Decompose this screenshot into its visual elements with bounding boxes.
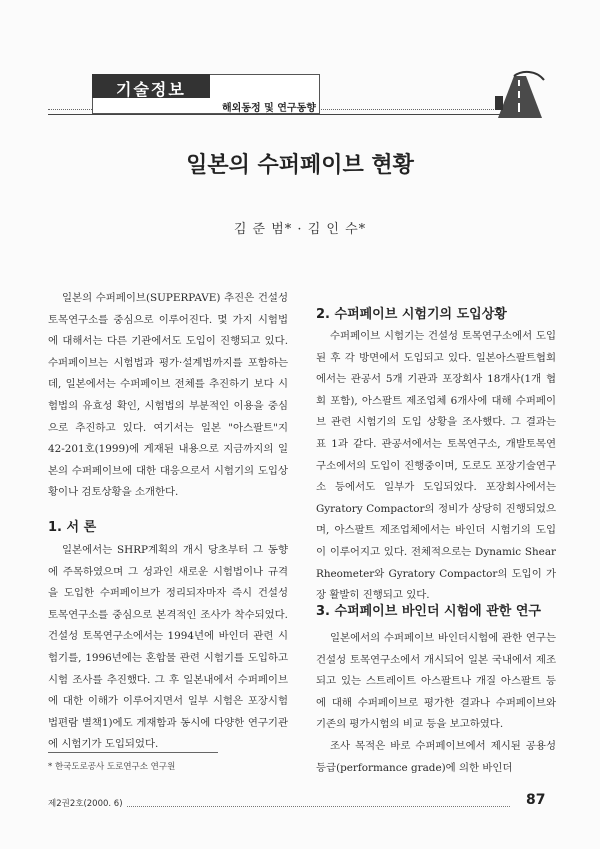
section-label: 기술정보: [116, 80, 186, 99]
section3-paragraph-1: 일본에서의 수퍼페이브 바인더시험에 관한 연구는 건설성 토목연구소에서 개시되어 일본 국내에서 제조되고 있는 스트레이트 아스팔트나 개질 아스팔트 등에 대해 수퍼페이브로 평가한 결과나 수퍼페이브와 기존의 평가시험의 비교 등을 보고하였다.: [316, 632, 556, 731]
section3-paragraph-2: 조사 목적은 바로 수퍼페이브에서 제시된 공용성 등급(performance grade)에 의한 바인더: [316, 739, 556, 774]
section3-block: [316, 628, 556, 779]
intro-heading: 1. 서 론: [48, 520, 97, 535]
abstract-block: [48, 288, 288, 504]
section3-heading: 3. 수퍼페이브 바인더 시험에 관한 연구: [316, 604, 541, 619]
intro-block: [48, 540, 288, 756]
section2-heading: 2. 수퍼페이브 시험기의 도입상황: [316, 307, 507, 322]
issue-label: 제2권2호(2000. 6): [48, 797, 127, 809]
header-rule: [48, 114, 510, 115]
footnote-rule: [48, 752, 218, 753]
page-number: 87: [526, 792, 546, 808]
intro-paragraph: 일본에서는 SHRP계획의 개시 당초부터 그 동향에 주목하였으며 그 성과인 새로운 시험법이나 규격을 도입한 수퍼페이브가 정리되자마자 즉시 건설성 토목연구소를 중심으로 본격적인 조사가 착수되었다. 건설성 토목연구소에서는 1994년에 바인더 관련 시험기를, 1996년에는 혼합물 관련 시험기를 도입하고 시험 조사를 추진했다. 그 후 일본내에서 수퍼페이브에 대한 이해가 이루어지면서 일부 시험은 포장시험법편람 별책1)에도 게재함과 동시에 다양한 연구기관에 시험기가 도입되었다.: [48, 544, 288, 751]
subsection-label: 해외동정 및 연구동향: [222, 103, 316, 114]
article-title: 일본의 수퍼페이브 현황: [186, 153, 414, 178]
section2-block: [316, 326, 556, 607]
article-authors: 김 준 범* · 김 인 수*: [233, 222, 367, 237]
road-icon: [492, 66, 548, 122]
section2-paragraph: 수퍼페이브 시험기는 건설성 토목연구소에서 도입된 후 각 방면에서 도입되고 있다. 일본아스팔트협회에서는 관공서 5개 기관과 포장회사 18개사(1개 협회 포함), 아스팔트 제조업체 6개사에 대해 수퍼페이브 관련 시험기의 도입 상황을 조사했다. 그 결과는 표 1과 같다. 관공서에서는 토목연구소, 개발토목연구소에서의 도입이 진행중이며, 도로도 포장기술연구소 등에서도 일부가 도입되었다. 포장회사에서는 Gyratory Compactor의 정비가 상당히 진행되었으며, 아스팔트 제조업체에서는 바인더 시험기의 도입이 이루어지고 있다. 전체적으로는 Dynamic Shear Rheometer와 Gyratory Compactor의 도입이 가장 활발히 진행되고 있다.: [316, 330, 556, 602]
abstract-paragraph: 일본의 수퍼페이브(SUPERPAVE) 추진은 건설성 토목연구소를 중심으로 이루어진다. 몇 가지 시험법에 대해서는 다른 기관에서도 도입이 진행되고 있다. 수퍼페이브는 시험법과 평가·설계법까지를 포함하는데, 일본에서는 수퍼페이브 전체를 추진하기 보다 시험법의 유효성 확인, 시험법의 부분적인 이용을 중심으로 추진하고 있다. 여기서는 일본 "아스팔트"지 42-201호(1999)에 게재된 내용으로 지금까지의 일본의 수퍼페이브에 대한 대응으로서 시험기의 도입상황이나 검토상황을 소개한다.: [48, 292, 288, 499]
author-footnote: * 한국도로공사 도로연구소 연구원: [48, 762, 176, 772]
